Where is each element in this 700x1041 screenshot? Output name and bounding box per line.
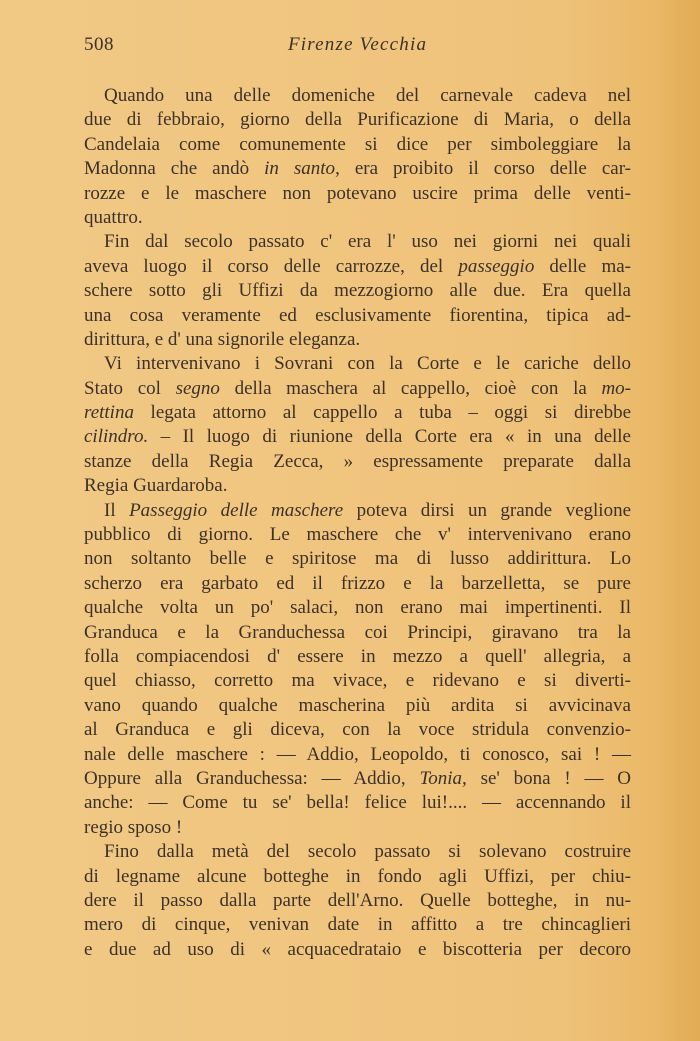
text-line: [84, 718, 631, 742]
text-line: [84, 328, 631, 352]
text-line: [84, 694, 631, 718]
text-line: [84, 377, 631, 401]
text-run: Madonna che andò: [84, 158, 265, 180]
text-run: Regia Guardaroba.: [84, 475, 228, 497]
text-run: Quando una delle domeniche del carnevale cadeva nel: [104, 85, 631, 106]
text-line: [84, 157, 631, 181]
text-run: folla compiacendosi d' essere in mezzo a quell' allegria, a: [84, 645, 631, 667]
italic-text-run: Tonia,: [419, 767, 467, 789]
text-line: [84, 938, 631, 962]
italic-text-run: rettina: [84, 402, 134, 424]
body-text: [84, 84, 631, 962]
text-run: qualche volta un po' salaci, non erano mai impertinenti. Il: [84, 597, 631, 619]
text-run: della maschera al cappello, cioè con la: [219, 377, 602, 399]
text-line: [84, 255, 631, 279]
text-run: al Granduca e gli diceva, con la voce stridula convenzio-: [84, 719, 631, 741]
italic-text-run: mo-: [601, 377, 631, 399]
text-run: Vi intervenivano i Sovrani con la Corte e le cariche dello: [104, 353, 631, 375]
text-line: [84, 596, 631, 620]
text-line: [84, 645, 631, 669]
text-line: [84, 133, 631, 157]
text-line: [84, 889, 631, 913]
text-run: di legname alcune botteghe in fondo agli Uffizi, per chiu-: [84, 865, 631, 887]
text-run: , era proibito il corso delle car-: [335, 158, 632, 180]
text-line: [84, 230, 631, 254]
text-line: [84, 816, 631, 840]
text-line: [84, 767, 631, 791]
italic-text-run: in santo: [264, 158, 336, 180]
text-run: dere il passo dalla parte dell'Arno. Quelle botteghe, in nu-: [84, 889, 631, 911]
text-line: [84, 669, 631, 693]
text-run: stanze della Regia Zecca, » espressamente preparate dalla: [84, 450, 631, 472]
text-line: [84, 401, 631, 425]
text-line: [84, 450, 631, 474]
text-run: nale delle maschere : — Addio, Leopoldo, ti conosco, sai ! —: [84, 743, 631, 765]
text-run: schere sotto gli Uffizi da mezzogiorno alle due. Era quella: [84, 280, 631, 302]
text-run: se' bona ! — O: [466, 767, 631, 789]
text-run: Stato col: [84, 377, 176, 399]
italic-text-run: passeggio: [458, 255, 535, 277]
text-line: [84, 621, 631, 645]
text-line: [84, 84, 631, 108]
text-run: non soltanto belle e spiritose ma di lusso addirittura. Lo: [84, 548, 631, 570]
text-run: due di febbraio, giorno della Purificazione di Maria, o della: [84, 109, 631, 131]
text-run: Candelaia come comunemente si dice per simboleggiare la: [84, 133, 631, 155]
text-line: [84, 791, 631, 815]
text-line: [84, 352, 631, 376]
text-line: [84, 182, 631, 206]
text-run: Fin dal secolo passato c' era l' uso nei giorni nei quali: [104, 231, 631, 253]
text-run: delle ma-: [534, 255, 632, 277]
italic-text-run: cilindro.: [84, 426, 149, 448]
text-line: [84, 206, 631, 230]
text-run: scherzo era garbato ed il frizzo e la barzelletta, se pure: [84, 572, 631, 594]
text-run: dirittura, e d' una signorile eleganza.: [84, 328, 361, 350]
text-run: Il: [104, 499, 130, 521]
text-run: regio sposo !: [84, 816, 183, 838]
text-run: quel chiasso, corretto ma vivace, e ridevano e si diverti-: [84, 670, 631, 692]
text-run: quattro.: [84, 206, 143, 228]
text-run: vano quando qualche mascherina più ardita si avvicinava: [84, 694, 631, 716]
text-run: Granduca e la Granduchessa coi Principi, giravano tra la: [84, 621, 631, 643]
text-line: [84, 743, 631, 767]
text-line: [84, 840, 631, 864]
text-run: anche: — Come tu se' bella! felice lui!.... — accennando il: [84, 792, 631, 814]
text-run: Oppure alla Granduchessa: — Addio,: [84, 767, 420, 789]
italic-text-run: segno: [175, 377, 220, 399]
text-line: [84, 304, 631, 328]
running-head: [84, 34, 631, 62]
text-run: mero di cinque, venivan date in affitto a tre chincaglieri: [84, 914, 631, 936]
text-line: [84, 547, 631, 571]
text-line: [84, 523, 631, 547]
page-number: 508: [84, 34, 114, 55]
text-run: Fino dalla metà del secolo passato si solevano costruire: [104, 841, 631, 863]
text-line: [84, 572, 631, 596]
text-run: rozze e le maschere non potevano uscire prima delle venti-: [84, 182, 631, 204]
text-line: [84, 499, 631, 523]
text-run: – Il luogo di riunione della Corte era « in una delle: [148, 426, 631, 448]
text-run: legata attorno al cappello a tuba – oggi si direbbe: [133, 402, 631, 424]
text-line: [84, 474, 631, 498]
text-line: [84, 425, 631, 449]
text-line: [84, 108, 631, 132]
text-run: e due ad uso di « acquacedrataio e biscotteria per decoro: [84, 938, 631, 960]
text-run: poteva dirsi un grande veglione: [343, 499, 631, 521]
text-line: [84, 913, 631, 937]
running-title: Firenze Vecchia: [288, 34, 428, 55]
italic-text-run: Passeggio delle maschere: [129, 499, 344, 521]
text-line: [84, 279, 631, 303]
text-run: pubblico di giorno. Le maschere che v' intervenivano erano: [84, 524, 631, 546]
text-run: una cosa veramente ed esclusivamente fiorentina, tipica ad-: [84, 304, 631, 326]
text-line: [84, 865, 631, 889]
text-run: aveva luogo il corso delle carrozze, del: [84, 255, 459, 277]
